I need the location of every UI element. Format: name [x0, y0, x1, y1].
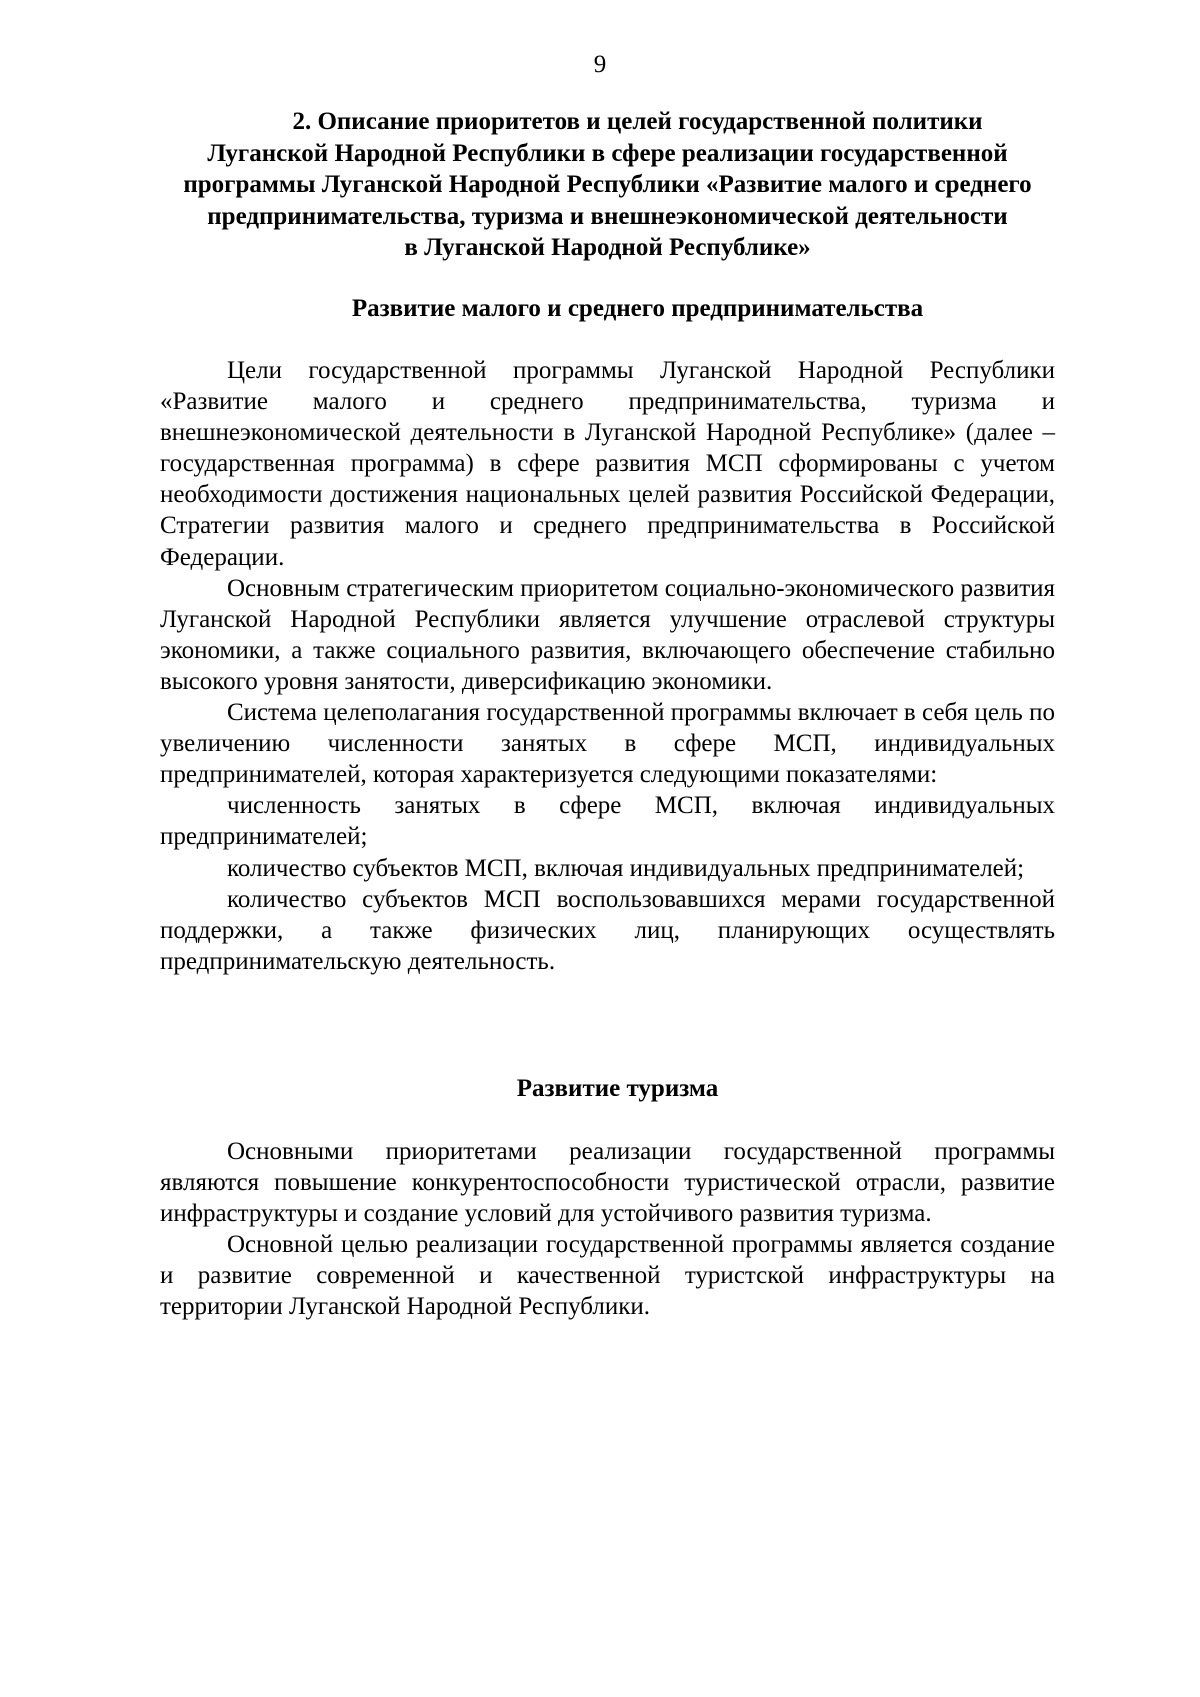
subheading-sme: Развитие малого и среднего предпринимательства — [351, 295, 924, 322]
paragraph: Основной целью реализации государственной программы является создание и развитие современной и качественной туристской инфраструктуры на территории Луганской Народной Республики. — [160, 1231, 1055, 1321]
title-line: Луганской Народной Республики в сфере реализации государственной — [207, 139, 1008, 167]
paragraph: Основными приоритетами реализации государственной программы являются повышение конкурентоспособности туристической отрасли, развитие инфраструктуры и создание условий для устойчивого развития туризма. — [160, 1138, 1055, 1228]
title-line: предпринимательства, туризма и внешнеэкономической деятельности — [207, 202, 1008, 230]
title-line: в Луганской Народной Республике» — [404, 234, 811, 261]
paragraph: Основным стратегическим приоритетом социально-экономического развития Луганской Народной Республики является улучшение отраслевой структуры экономики, а также социального развития, включающего обеспечение стабильно высокого уровня занятости, диверсификацию экономики. — [160, 574, 1055, 695]
section-sme-body — [160, 355, 1055, 977]
section-tourism-body — [160, 1136, 1055, 1323]
paragraph: Система целеполагания государственной программы включает в себя цель по увеличению численности занятых в сфере МСП, индивидуальных предпринимателей, которая характеризуется следующими показателями: — [160, 699, 1055, 789]
paragraph: Цели государственной программы Луганской Народной Республики «Развитие малого и среднего предпринимательства, туризма и внешнеэкономической деятельности в Луганской Народной Республике» (далее – государственная программа) в сфере развития МСП сформированы с учетом необходимости достижения национальных целей развития Российской Федерации, Стратегии развития малого и среднего предпринимательства в Российской Федерации. — [160, 357, 1055, 571]
title-line: 2. Описание приоритетов и целей государственной политики — [292, 108, 983, 135]
list-item: численность занятых в сфере МСП, включая индивидуальных предпринимателей; — [160, 792, 1055, 851]
title-line: программы Луганской Народной Республики «Развитие малого и среднего — [183, 171, 1032, 198]
page-number: 9 — [593, 51, 607, 78]
list-item: количество субъектов МСП, включая индивидуальных предпринимателей; — [227, 854, 1025, 882]
subheading-tourism: Развитие туризма — [516, 1075, 719, 1102]
list-item: количество субъектов МСП воспользовавшихся мерами государственной поддержки, а также физических лиц, планирующих осуществлять предпринимательскую деятельность. — [160, 885, 1055, 975]
section-title — [160, 106, 1055, 264]
